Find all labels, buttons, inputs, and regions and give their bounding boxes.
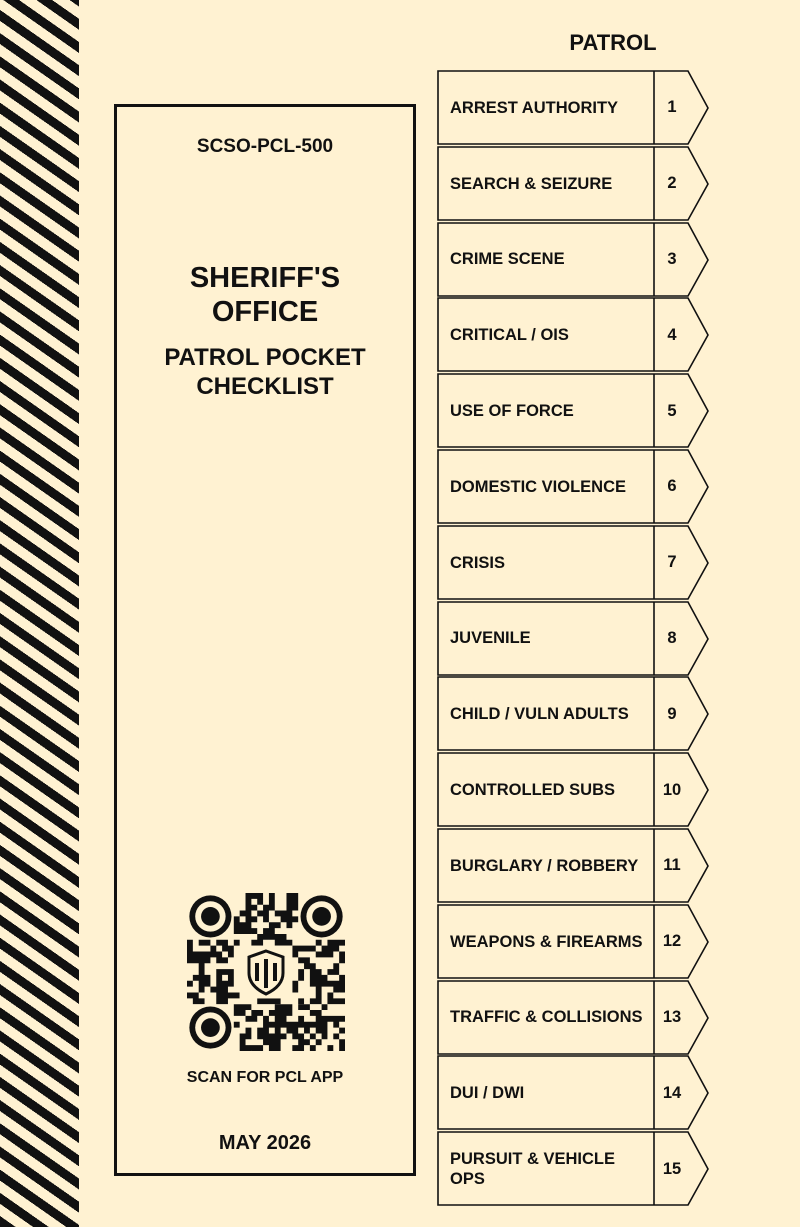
qr-code-graphic xyxy=(187,893,345,1051)
hazard-stripe-border xyxy=(0,0,79,1227)
tab-11[interactable] xyxy=(437,828,712,904)
tab-number: 13 xyxy=(662,1007,682,1026)
cover-subtitle-line-2: CHECKLIST xyxy=(196,373,334,400)
tab-number: 1 xyxy=(667,98,677,117)
tab-number: 11 xyxy=(663,856,681,875)
tab-number: 6 xyxy=(667,477,677,496)
cover-title-line-2: OFFICE xyxy=(211,296,319,328)
tab-number: 5 xyxy=(667,401,677,420)
publication-date: MAY 2026 xyxy=(218,1132,312,1154)
tab-label: CRISIS xyxy=(450,553,506,572)
section-heading: PATROL xyxy=(569,30,657,55)
tab-label: BURGLARY / ROBBERY xyxy=(450,856,639,875)
tab-15[interactable] xyxy=(437,1131,712,1207)
tab-label: CHILD / VULN ADULTS xyxy=(450,705,629,724)
tab-label: CONTROLLED SUBS xyxy=(450,781,615,800)
tab-number: 15 xyxy=(662,1159,682,1178)
tab-label: TRAFFIC & COLLISIONS xyxy=(450,1008,643,1027)
tab-14[interactable] xyxy=(437,1055,712,1131)
scan-caption: SCAN FOR PCL APP xyxy=(186,1069,344,1086)
tab-label: JUVENILE xyxy=(450,629,531,648)
tab-13[interactable] xyxy=(437,980,712,1056)
tab-label: WEAPONS & FIREARMS xyxy=(450,932,643,951)
tab-number: 9 xyxy=(667,704,677,723)
tab-7[interactable] xyxy=(437,525,712,601)
tab-label: CRIME SCENE xyxy=(450,250,565,269)
tab-index xyxy=(437,70,712,1207)
tab-label: PURSUIT & VEHICLE OPS xyxy=(450,1150,616,1189)
tab-5[interactable] xyxy=(437,373,712,449)
tab-number: 4 xyxy=(667,325,677,344)
cover-title-line-1: SHERIFF'S xyxy=(189,262,341,294)
document-code: SCSO-PCL-500 xyxy=(196,136,334,157)
tab-number: 8 xyxy=(667,628,677,647)
cover-subtitle xyxy=(117,343,413,401)
tab-9[interactable] xyxy=(437,676,712,752)
cover-title xyxy=(117,261,413,329)
tab-number: 14 xyxy=(662,1083,682,1102)
tab-label: ARREST AUTHORITY xyxy=(450,98,619,117)
tab-number: 12 xyxy=(662,932,682,951)
tab-label: USE OF FORCE xyxy=(450,402,574,421)
checklist-cover xyxy=(114,104,416,1176)
tab-label: SEARCH & SEIZURE xyxy=(450,174,613,193)
tab-number: 3 xyxy=(667,249,677,268)
tab-1[interactable] xyxy=(437,70,712,146)
tab-10[interactable] xyxy=(437,752,712,828)
tab-label: DUI / DWI xyxy=(450,1084,525,1103)
tab-12[interactable] xyxy=(437,904,712,980)
tab-6[interactable] xyxy=(437,449,712,525)
tab-number: 7 xyxy=(667,553,677,572)
tab-label: CRITICAL / OIS xyxy=(450,326,569,345)
tab-number: 10 xyxy=(662,780,682,799)
tab-2[interactable] xyxy=(437,146,712,222)
tab-8[interactable] xyxy=(437,601,712,677)
qr-code-icon[interactable] xyxy=(187,893,345,1051)
tab-number: 2 xyxy=(667,174,677,193)
cover-subtitle-line-1: PATROL POCKET xyxy=(164,344,366,371)
tab-label: DOMESTIC VIOLENCE xyxy=(450,477,627,496)
tab-3[interactable] xyxy=(437,222,712,298)
tab-4[interactable] xyxy=(437,297,712,373)
